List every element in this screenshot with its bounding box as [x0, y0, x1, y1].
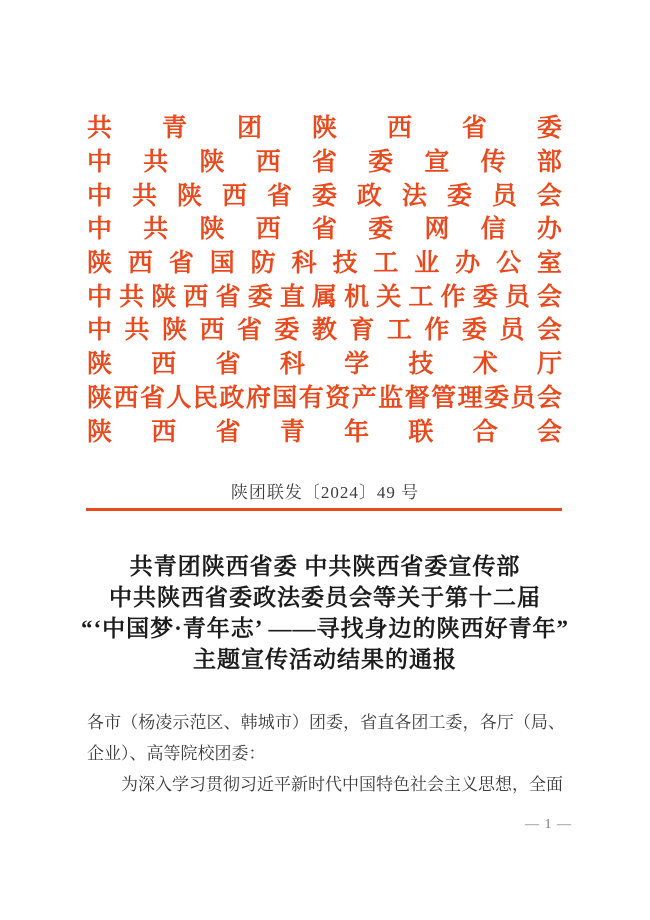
- letterhead-org-line: 中 共 陕 西 省 委 宣 传 部: [87, 149, 562, 177]
- letterhead-org-line: 陕 西 省 人 民 政 府 国 有 资 产 监 督 管 理 委 员 会: [87, 384, 562, 412]
- letterhead-org-line: 共 青 团 陕 西 省 委: [87, 115, 562, 143]
- red-letterhead: [87, 112, 562, 449]
- letterhead-org-line: 陕 西 省 青 年 联 合 会: [87, 418, 562, 446]
- body-paragraph: 为深入学习贯彻习近平新时代中国特色社会主义思想，全面: [121, 775, 563, 794]
- body-paragraph-salutation: 各市（杨凌示范区、韩城市）团委，省直各团工委，各厅（局、企业）、高等院校团委：: [87, 713, 565, 763]
- document-number: 陕团联发〔2024〕49 号: [230, 483, 420, 502]
- document-title: [0, 551, 650, 675]
- document-title-line: 中共陕西省委政法委员会等关于第十二届: [109, 585, 541, 610]
- letterhead-org-line: 中 共 陕 西 省 委 政 法 委 员 会: [87, 182, 562, 210]
- letterhead-org-line: 陕 西 省 科 学 技 术 厅: [87, 351, 562, 379]
- letterhead-org-line: 中 共 陕 西 省 委 网 信 办: [87, 216, 562, 244]
- document-title-line: “‘中国梦·青年志’ ——寻找身边的陕西好青年”: [80, 616, 570, 641]
- document-body: [87, 707, 565, 800]
- document-title-line: 共青团陕西省委 中共陕西省委宣传部: [129, 554, 521, 579]
- letterhead-org-line: 陕 西 省 国 防 科 技 工 业 办 公 室: [87, 250, 562, 278]
- letterhead-org-line: 中 共 陕 西 省 委 直 属 机 关 工 作 委 员 会: [87, 283, 562, 311]
- letterhead-org-line: 中 共 陕 西 省 委 教 育 工 作 委 员 会: [87, 317, 562, 345]
- page-number: — 1 —: [525, 817, 572, 832]
- document-title-line: 主题宣传活动结果的通报: [193, 647, 457, 672]
- red-separator-line: [86, 508, 562, 511]
